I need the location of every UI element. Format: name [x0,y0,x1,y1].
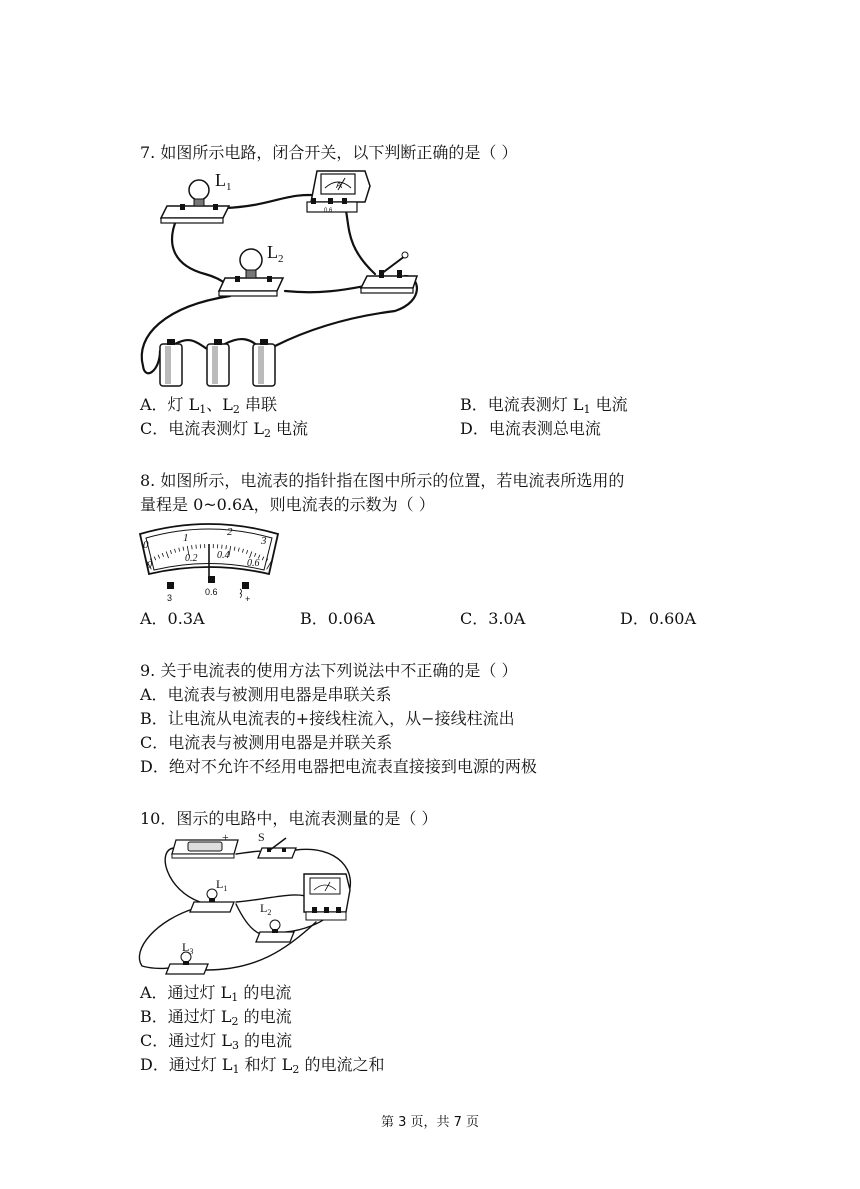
switch-icon [361,252,417,293]
q9-stem: 9. 关于电流表的使用方法下列说法中不正确的是（ ） [140,661,518,680]
top-scale-label: 1 [183,532,189,544]
bottom-scale-label: 0.6 [247,558,260,569]
q10-plus-label: + [222,830,229,844]
ammeter-icon [304,874,350,920]
q10-s-label: S [258,830,265,844]
svg-text:3: 3 [167,593,173,603]
q7-option-b: B．电流表测灯 $L_1$ 电流 [460,395,628,416]
terminal-06-icon [208,576,215,583]
q10-label-l3: $L_3$ [182,940,194,956]
page-footer: 第 3 页，共 7 页 [380,1115,480,1130]
q8-stem-line2: 量程是 0~0.6A，则电流表的示数为（ ） [140,495,435,514]
q7-stem: 7. 如图所示电路，闭合开关，以下判断正确的是（ ） [140,143,518,162]
q8-option-a: A．0.3A [140,609,205,628]
terminal-3-icon [167,582,174,589]
battery-icon [160,339,275,386]
q10-stem: 10．图示的电路中，电流表测量的是（ ） [140,809,438,828]
svg-text:0.6: 0.6 [324,208,333,214]
q7-option-c: C．电流表测灯 $L_2$ 电流 [140,419,309,440]
bottom-scale-label: 0 [147,560,152,571]
q10-label-l1: $L_1$ [216,877,228,893]
ammeter-icon [307,171,370,214]
top-scale-label: 0 [143,539,149,551]
q10-option-a: A．通过灯 $L_1$ 的电流 [140,983,292,1004]
lamp-l3 [166,952,208,974]
svg-text:+: + [245,594,251,604]
q8-option-d: D．0.60A [620,609,697,628]
q10-option-b: B．通过灯 $L_2$ 的电流 [140,1007,292,1028]
q9-option-d: D．绝对不允许不经用电器把电流表直接接到电源的两极 [140,757,537,776]
top-scale-label: 3 [261,535,267,547]
q10-label-l2: $L_2$ [260,901,272,917]
q7-label-l1: $L_1$ [215,170,232,193]
bottom-scale-label: 0.2 [185,553,198,564]
q7-label-l2: $L_2$ [267,242,284,265]
q8-ammeter-dial [137,520,282,606]
svg-text:A: A [336,180,343,190]
q7-circuit-figure [135,166,435,392]
q8-option-c: C．3.0A [460,609,526,628]
q8-option-b: B．0.06A [300,609,375,628]
q10-option-c: C．通过灯 $L_3$ 的电流 [140,1031,293,1052]
lamp-l2 [256,920,294,942]
q7-option-d: D．电流表测总电流 [460,419,601,438]
svg-text:0.6: 0.6 [205,587,218,597]
q7-option-a: A．灯 $L_1$、$L_2$ 串联 [140,395,278,416]
bottom-scale-label: 0.4 [217,550,230,561]
terminal-plus-icon [242,582,249,589]
q10-option-d: D．通过灯 $L_1$ 和灯 $L_2$ 的电流之和 [140,1055,385,1076]
q9-option-a: A．电流表与被测用电器是串联关系 [140,685,392,704]
top-scale-label: 2 [227,526,233,538]
q9-option-c: C．电流表与被测用电器是并联关系 [140,733,393,752]
q9-option-b: B．让电流从电流表的+接线柱流入，从−接线柱流出 [140,709,515,728]
dial-tick [226,545,227,549]
dial-tick [192,545,193,549]
q8-stem-line1: 8. 如图所示，电流表的指针指在图中所示的位置，若电流表所选用的 [140,471,625,490]
q10-circuit-figure [136,830,376,980]
